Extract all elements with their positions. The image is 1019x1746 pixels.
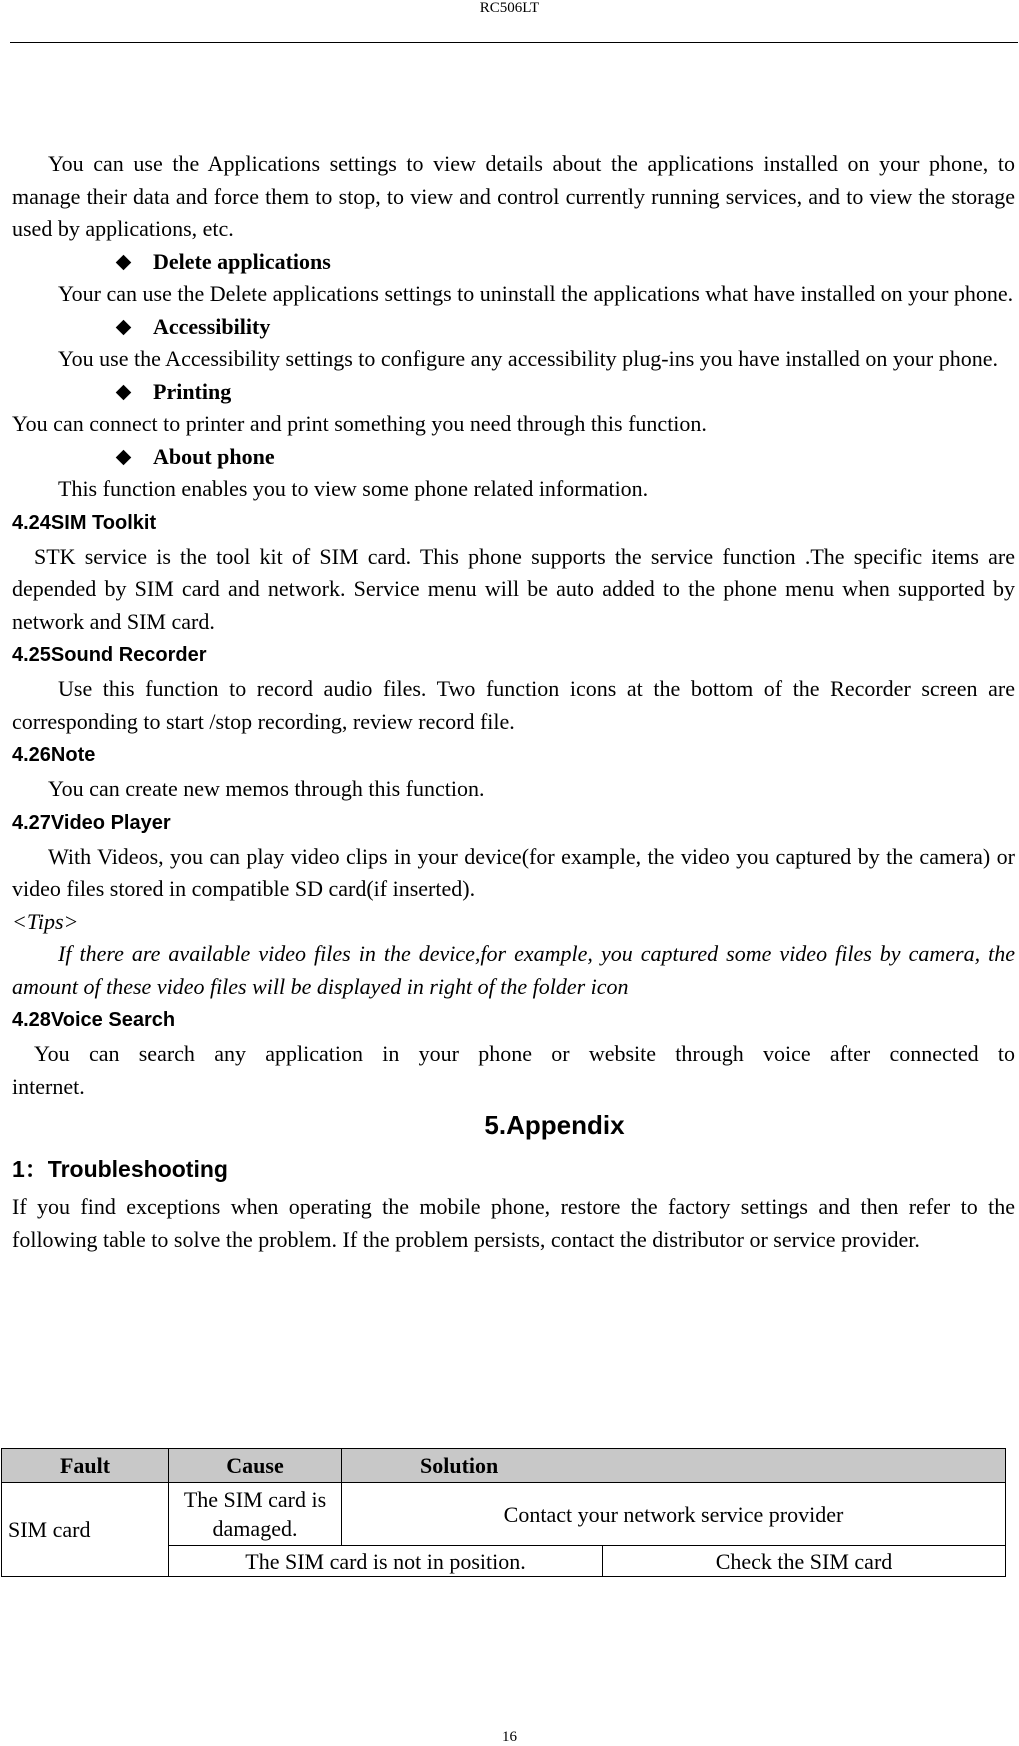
- table-row: [2, 1483, 1006, 1546]
- header-solution: Solution: [342, 1449, 1006, 1483]
- page-number: 16: [502, 1729, 517, 1745]
- section-text: With Videos, you can play video clips in your device(for example, the video you captured by the camera) or video files stored in compatible SD card(if inserted).: [12, 843, 1015, 901]
- section-heading-note: 4.26Note: [12, 744, 96, 766]
- bullet-about-phone: [12, 441, 1015, 474]
- section-text: You can search any application in your phone or website through voice after connected to internet.: [12, 1041, 1015, 1099]
- header-rule: [10, 42, 1018, 43]
- cause-cell: The SIM card is damaged.: [169, 1483, 342, 1546]
- bullet-label: Printing: [153, 378, 232, 404]
- bullet-text: This function enables you to view some phone related information.: [58, 476, 649, 501]
- diamond-bullet-icon: [116, 449, 132, 465]
- solution-cell: Check the SIM card: [603, 1546, 1006, 1577]
- appendix-title: 5.Appendix: [484, 1110, 625, 1140]
- diamond-bullet-icon: [116, 384, 132, 400]
- bullet-delete-applications: [12, 246, 1015, 279]
- section-text: Use this function to record audio files. Two function icons at the bottom of the Recorder screen are corresponding to start /stop recording, review record file.: [12, 676, 1015, 734]
- section-heading-sim-toolkit: 4.24SIM Toolkit: [12, 511, 157, 534]
- page-content: [12, 148, 1015, 1256]
- section-heading-video-player: 4.27Video Player: [12, 811, 171, 834]
- bullet-printing: [12, 376, 1015, 409]
- bullet-accessibility: [12, 311, 1015, 344]
- section-heading-voice-search: 4.28Voice Search: [12, 1009, 176, 1031]
- table-header-row: [2, 1449, 1006, 1483]
- diamond-bullet-icon: [116, 319, 132, 335]
- appendix-text: If you find exceptions when operating the mobile phone, restore the factory settings and then refer to the following table to solve the problem. If the problem persists, contact the distributor or service provider.: [12, 1194, 1015, 1252]
- bullet-text: You can connect to printer and print something you need through this function.: [12, 411, 707, 436]
- solution-cell: Contact your network service provider: [342, 1483, 1006, 1546]
- header-cause: Cause: [169, 1449, 342, 1483]
- troubleshooting-table: [1, 1448, 1006, 1577]
- section-heading-sound-recorder: 4.25Sound Recorder: [12, 644, 207, 666]
- bullet-label: Accessibility: [153, 313, 271, 339]
- tips-text: If there are available video files in the device,for example, you captured some video files by camera, the amount of these video files will be displayed in right of the folder icon: [12, 941, 1015, 999]
- section-text: STK service is the tool kit of SIM card. This phone supports the service function .The specific items are depended by SIM card and network. Service menu will be auto added to the phone menu when supported by network and SIM card.: [12, 543, 1015, 634]
- troubleshooting-title: 1：Troubleshooting: [12, 1156, 228, 1182]
- cause-cell: The SIM card is not in position.: [169, 1546, 603, 1577]
- fault-cell: SIM card: [2, 1483, 169, 1577]
- bullet-label: About phone: [153, 443, 275, 469]
- bullet-text: Your can use the Delete applications settings to uninstall the applications what have installed on your phone.: [58, 281, 1014, 306]
- bullet-text: You use the Accessibility settings to configure any accessibility plug-ins you have installed on your phone.: [58, 346, 998, 371]
- bullet-label: Delete applications: [153, 248, 331, 274]
- tips-label: <Tips>: [12, 908, 79, 934]
- section-text: You can create new memos through this function.: [48, 776, 485, 801]
- page-header: RC506LT: [479, 0, 540, 16]
- diamond-bullet-icon: [116, 254, 132, 270]
- intro-paragraph: You can use the Applications settings to view details about the applications installed on your phone, to manage their data and force them to stop, to view and control currently running services, and to view the storage used by applications, etc.: [12, 151, 1015, 241]
- header-fault: Fault: [2, 1449, 169, 1483]
